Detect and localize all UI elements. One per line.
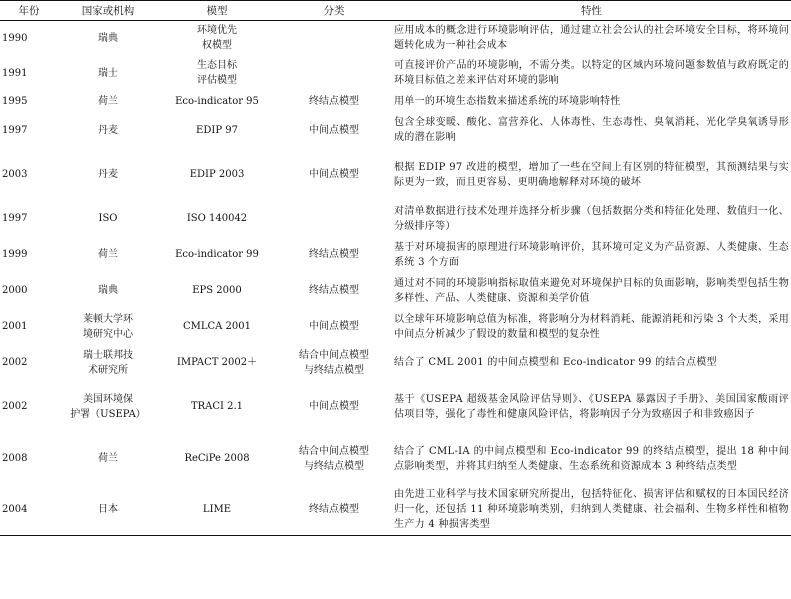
cell-feature: 以全球年环境影响总值为标准，将影响分为材料消耗、能源消耗和污染 3 个大类，采用中间点分析减少了假设的数量和模型的复杂性: [394, 313, 789, 340]
cell-feature: 可直接评价产品的环境影响，不需分类。以特定的区域内环境问题参数值与政府既定的环境目标值之差来评估对环境的影响: [394, 60, 789, 86]
cell-feature: 对清单数据进行技术处理并选择分析步骤（包括数据分类和特征化处理、数值归一化、分级排序等）: [394, 205, 789, 232]
cell-category: 终结点模型: [309, 95, 359, 107]
header-org: 国家或机构: [58, 1, 158, 21]
cell-feature: 根据 EDIP 97 改进的模型，增加了一些在空间上有区别的特征模型，其预测结果与实际更为一致，而且更容易、更明确地解释对环境的破坏: [394, 161, 789, 188]
cell-model: Eco-indicator 95: [175, 95, 259, 107]
cell-year: 2004: [0, 485, 58, 536]
cell-model: EDIP 2003: [189, 169, 245, 180]
table-row: [0, 149, 791, 201]
table-row: [0, 273, 791, 309]
cell-feature: 基于对环境损害的原理进行环境影响评价，其环境可定义为产品资源、人类健康、生态系统 3 个方面: [394, 241, 789, 268]
cell-org: 荷兰: [98, 453, 118, 464]
cell-category: 结合中间点模型 与终结点模型: [299, 349, 369, 376]
cell-year: 2000: [2, 285, 28, 296]
table-row: [0, 21, 791, 56]
cell-category: 中间点模型: [309, 124, 359, 136]
cell-org: 瑞士: [98, 67, 118, 79]
cell-year: 2002: [2, 357, 28, 368]
cell-category: 终结点模型: [309, 249, 359, 260]
cell-year: 1991: [2, 67, 28, 79]
cell-year: 2003: [2, 169, 28, 180]
cell-org: ISO: [98, 213, 118, 224]
table-row: [0, 56, 791, 91]
cell-org: 荷兰: [98, 249, 118, 260]
header-category: 分类: [276, 1, 392, 21]
table-row: [0, 309, 791, 345]
table-body: [0, 21, 791, 536]
cell-org: 美国环境保 护署（USEPA）: [70, 393, 146, 420]
cell-feature: 基于《USEPA 超级基金风险评估导则》、《USEPA 暴露因子手册》、美国国家酸雨评估项目等，强化了毒性和健康风险评估，将影响因子分为致癌因子和非致癌因子: [394, 393, 789, 420]
cell-year: 1995: [2, 95, 28, 107]
cell-model: EDIP 97: [196, 124, 238, 136]
cell-org: 莱顿大学环 境研究中心: [83, 313, 133, 340]
cell-model: LIME: [158, 485, 276, 536]
table-row: [0, 91, 791, 112]
cell-model: 生态目标 评估模型: [197, 60, 237, 86]
cell-feature: 结合了 CML-IA 的中间点模型和 Eco-indicator 99 的终结点模型，提出 18 种中间点影响类型，并将其归纳至人类健康、生态系统和资源成本 3 种终结点类型: [394, 445, 789, 472]
cell-model: ISO 140042: [186, 213, 248, 224]
header-feature: 特性: [392, 1, 791, 21]
table-header-row: [0, 1, 791, 21]
cell-category: [276, 201, 392, 237]
cell-model: Eco-indicator 99: [175, 249, 259, 260]
cell-feature: 结合了 CML 2001 的中间点模型和 Eco-indicator 99 的结合点模型: [394, 357, 717, 368]
header-model: 模型: [158, 1, 276, 21]
cell-category: [276, 21, 392, 56]
cell-year: 1997: [2, 213, 28, 224]
cell-year: 2001: [2, 321, 28, 332]
cell-category: 中间点模型: [309, 169, 359, 180]
table-row: [0, 433, 791, 485]
cell-org: 丹麦: [98, 169, 118, 180]
cell-year: 1990: [2, 32, 28, 44]
cell-org: 瑞士联邦技 术研究所: [83, 349, 133, 376]
cell-feature: 用单一的环境生态指数来描述系统的环境影响特性: [394, 95, 621, 107]
cell-org: 荷兰: [98, 95, 118, 107]
cell-org: 日本: [58, 485, 158, 536]
cell-category: 终结点模型: [309, 285, 359, 296]
cell-category: 中间点模型: [309, 321, 359, 332]
cell-category: 结合中间点模型 与终结点模型: [299, 445, 369, 472]
cell-org: 瑞典: [98, 32, 118, 44]
cell-model: CMLCA 2001: [182, 321, 252, 332]
table-row: [0, 237, 791, 273]
cell-year: 2008: [2, 453, 28, 464]
cell-year: 1997: [2, 124, 28, 136]
cell-feature: 包含全球变暖、酸化、富营养化、人体毒性、生态毒性、臭氧消耗、光化学臭氧诱导形成的潜在影响: [394, 117, 789, 143]
table-row: [0, 345, 791, 381]
cell-feature: 通过对不同的环境影响指标取值来避免对环境保护目标的负面影响，影响类型包括生物多样性、产品、人类健康、资源和美学价值: [394, 277, 789, 304]
cell-category: [276, 56, 392, 91]
cell-feature: 由先进工业科学与技术国家研究所提出，包括特征化、损害评估和赋权的日本国民经济归一化，还包括 11 种环境影响类别，归纳到人类健康、社会福利、生物多样性和植物生产力 4 种损害类型: [392, 485, 791, 536]
cell-feature: 应用成本的概念进行环境影响评估，通过建立社会公认的社会环境安全目标，将环境问题转化成为一种社会成本: [394, 25, 789, 52]
cell-category: 中间点模型: [309, 401, 359, 412]
header-year: 年份: [0, 1, 58, 21]
cell-model: IMPACT 2002＋: [176, 357, 258, 368]
table-row: [0, 112, 791, 149]
table-row: [0, 381, 791, 433]
table-row: [0, 201, 791, 237]
cell-category: 终结点模型: [276, 485, 392, 536]
cell-model: ReCiPe 2008: [184, 453, 250, 464]
cell-org: 丹麦: [98, 124, 118, 136]
cell-model: EPS 2000: [192, 285, 242, 296]
table-row: [0, 485, 791, 536]
cell-year: 2002: [2, 401, 28, 412]
cell-model: 环境优先 权模型: [197, 25, 237, 52]
cell-org: 瑞典: [98, 285, 118, 296]
cell-model: TRACI 2.1: [190, 401, 244, 412]
cell-year: 1999: [2, 249, 28, 260]
